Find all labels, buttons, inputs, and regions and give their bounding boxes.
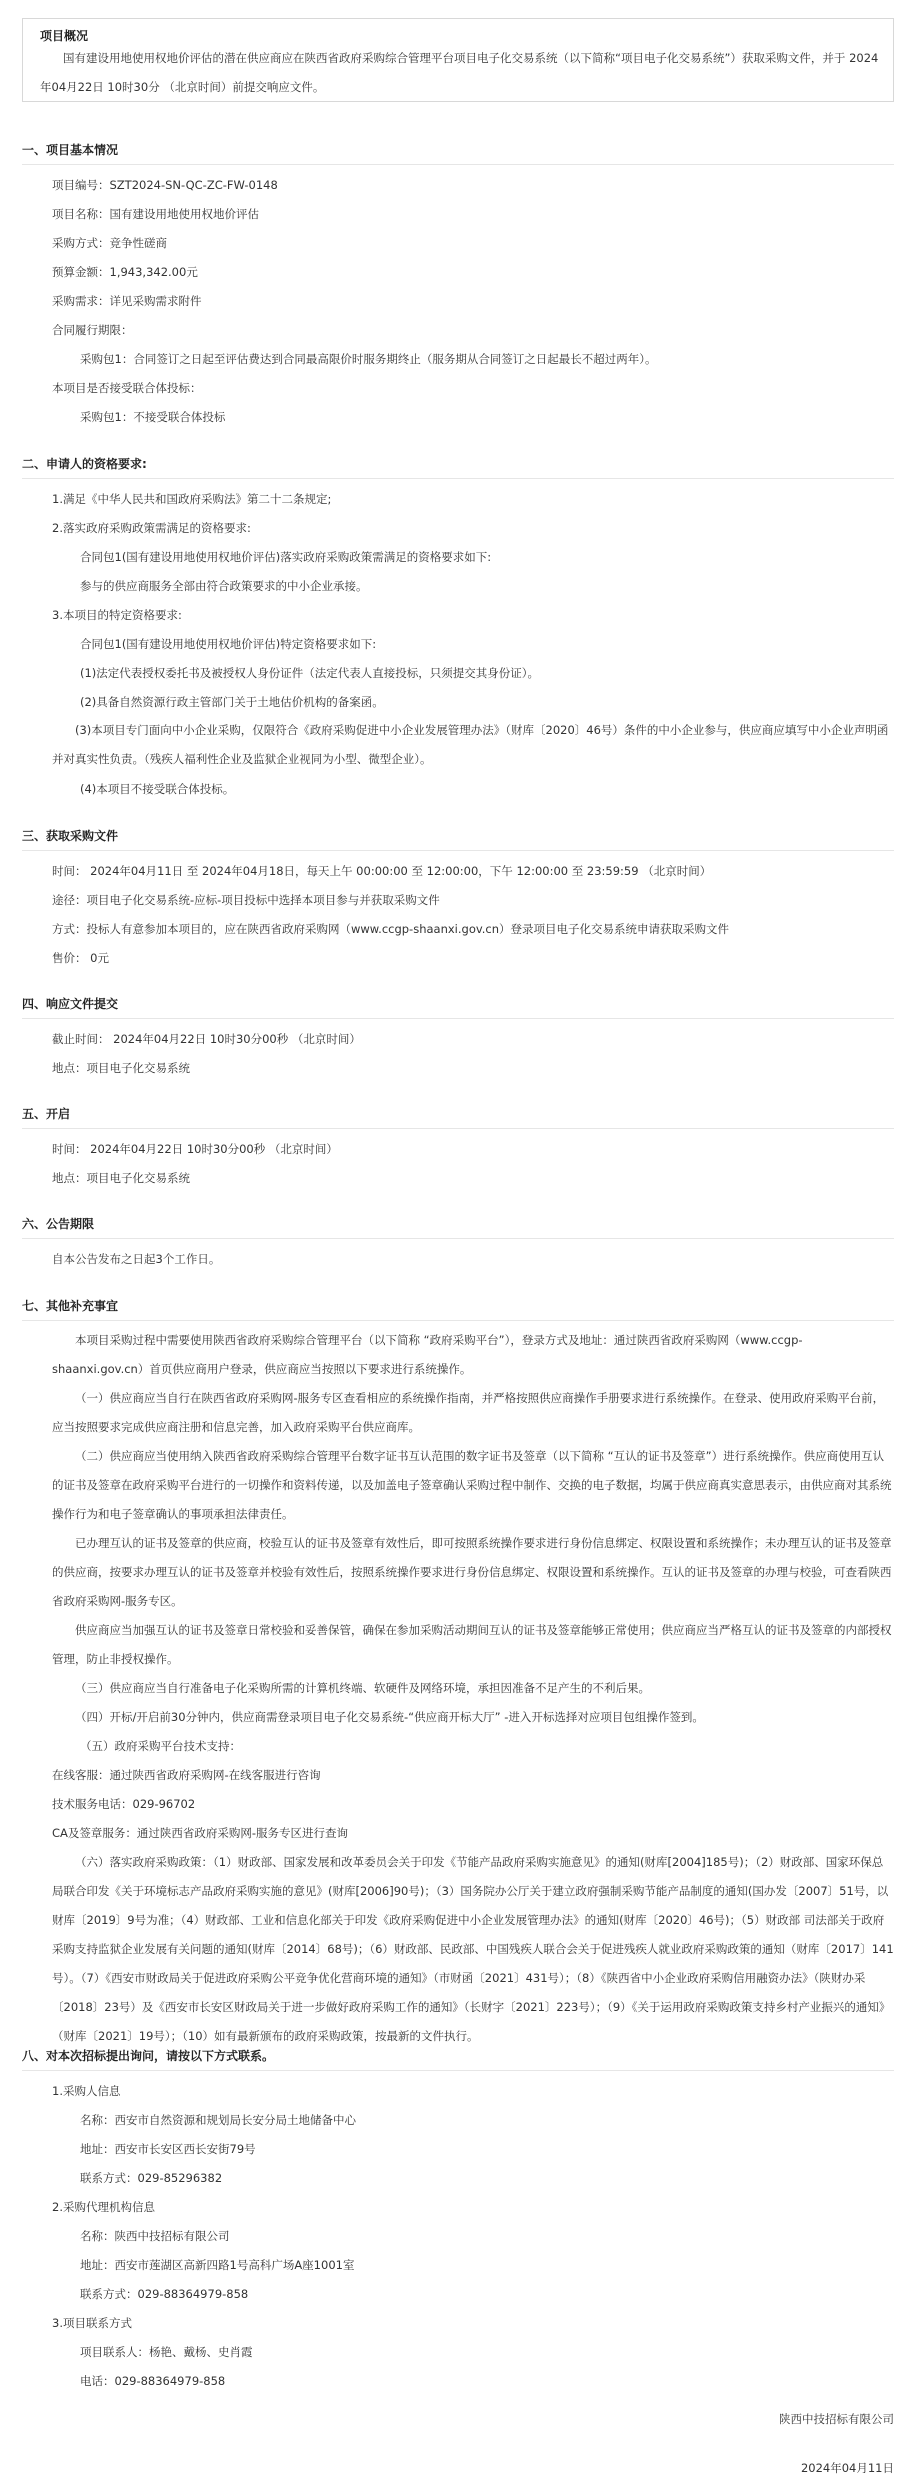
section-1-title: 一、项目基本情况 — [22, 143, 119, 157]
procurement-method: 采购方式：竞争性磋商 — [52, 236, 167, 250]
divider — [22, 850, 894, 851]
supplement-paragraph-3: （二）供应商应当使用纳入陕西省政府采购综合管理平台数字证书互认范围的数字证书及签章（以下简称 “互认的证书及签章”）进行系统操作。供应商使用互认的证书及签章在政府采购平台进行的一切操作和资料传递，以及加盖电子签章确认采购过程中制作、交换的电子数据，均属于供应商真实意思表示，由供应商对其系统操作行为和电子签章确认的事项承担法律责任。 — [52, 1449, 892, 1521]
qualification-2-package: 合同包1(国有建设用地使用权地价评估)落实政府采购政策需满足的资格要求如下: — [80, 550, 492, 564]
ca-service: CA及签章服务：通过陕西省政府采购网-服务专区进行查询 — [52, 1826, 349, 1840]
submission-deadline: 截止时间： 2024年04月22日 10时30分00秒 （北京时间） — [52, 1032, 361, 1046]
agent-name: 名称：陕西中技招标有限公司 — [80, 2229, 230, 2243]
announcement-period: 自本公告发布之日起3个工作日。 — [52, 1252, 221, 1266]
qualification-2-detail: 参与的供应商服务全部由符合政策要求的中小企业承接。 — [80, 579, 368, 593]
submission-place: 地点：项目电子化交易系统 — [52, 1061, 190, 1075]
divider — [22, 164, 894, 165]
supplement-paragraph-4: 已办理互认的证书及签章的供应商，校验互认的证书及签章有效性后，即可按照系统操作要求进行身份信息绑定、权限设置和系统操作；未办理互认的证书及签章的供应商，按要求办理互认的证书及签章并校验有效性后，按照系统操作要求进行身份信息绑定、权限设置和系统操作。互认的证书及签章的办理与校验，可查看陕西省政府采购网-服务专区。 — [52, 1536, 892, 1608]
divider — [22, 1018, 894, 1019]
contact-people: 项目联系人：杨艳、戴杨、史肖霞 — [80, 2345, 253, 2359]
divider — [22, 1128, 894, 1129]
opening-place: 地点：项目电子化交易系统 — [52, 1171, 190, 1185]
qualification-3-item-4: (4)本项目不接受联合体投标。 — [80, 782, 235, 796]
contact-heading: 3.项目联系方式 — [52, 2316, 132, 2330]
qualification-3: 3.本项目的特定资格要求: — [52, 608, 182, 622]
contact-phone: 电话：029-88364979-858 — [80, 2374, 226, 2388]
consortium-text: 采购包1：不接受联合体投标 — [80, 410, 226, 424]
budget-amount: 预算金额：1,943,342.00元 — [52, 265, 198, 279]
tech-service-phone: 技术服务电话：029-96702 — [52, 1797, 196, 1811]
project-number: 项目编号：SZT2024-SN-QC-ZC-FW-0148 — [52, 178, 278, 192]
policy-paragraph: （六）落实政府采购政策：（1）财政部、国家发展和改革委员会关于印发《节能产品政府采购实施意见》的通知(财库[2004]185号)；（2）财政部、国家环保总局联合印发《关于环境标志产品政府采购实施的意见》(财库[2006]90号)；（3）国务院办公厅关于建立政府强制采购节能产品制度的通知(国办发〔2007〕51号，以财库〔2019〕9号为准；（4）财政部、工业和信息化部关于印发《政府采购促进中小企业发展管理办法》的通知(财库〔2020〕46号)；（5）财政部 司法部关于政府采购支持监狱企业发展有关问题的通知(财库〔2014〕68号)；（6）财政部、民政部、中国残疾人联合会关于促进残疾人就业政府采购政策的通知（财库〔2017〕141号）。（7）《西安市财政局关于促进政府采购公平竞争优化营商环境的通知》（市财函〔2021〕431号）；（8）《陕西省中小企业政府采购信用融资办法》（陕财办采〔2018〕23号）及《西安市长安区财政局关于进一步做好政府采购工作的通知》（长财字〔2021〕223号）；（9）《关于运用政府采购政策支持乡村产业振兴的通知》（财库〔2021〕19号）；（10）如有最新颁布的政府采购政策，按最新的文件执行。 — [52, 1855, 894, 2043]
opening-time: 时间： 2024年04月22日 10时30分00秒 （北京时间） — [52, 1142, 338, 1156]
qualification-3-item-3: (3)本项目专门面向中小企业采购，仅限符合《政府采购促进中小企业发展管理办法》（财库〔2020〕46号）条件的中小企业参与，供应商应填写中小企业声明函并对真实性负责。（残疾人福利性企业及监狱企业视同为小型、微型企业）。 — [52, 723, 889, 766]
qualification-3-package: 合同包1(国有建设用地使用权地价评估)特定资格要求如下: — [80, 637, 377, 651]
procurement-demand: 采购需求：详见采购需求附件 — [52, 294, 202, 308]
buyer-heading: 1.采购人信息 — [52, 2084, 121, 2098]
obtain-time: 时间： 2024年04月11日 至 2024年04月18日，每天上午 00:00:00 至 12:00:00，下午 12:00:00 至 23:59:59 （北京时间） — [52, 864, 712, 878]
obtain-route: 途径：项目电子化交易系统-应标-项目投标中选择本项目参与并获取采购文件 — [52, 893, 440, 907]
supplement-paragraph-5: 供应商应当加强互认的证书及签章日常校验和妥善保管，确保在参加采购活动期间互认的证书及签章能够正常使用；供应商应当严格互认的证书及签章的内部授权管理，防止非授权操作。 — [52, 1623, 892, 1666]
qualification-3-item-1: (1)法定代表授权委托书及被授权人身份证件（法定代表人直接投标，只须提交其身份证）。 — [80, 666, 540, 680]
qualification-3-item-2: (2)具备自然资源行政主管部门关于土地估价机构的备案函。 — [80, 695, 384, 709]
divider — [22, 1238, 894, 1239]
section-2-title: 二、申请人的资格要求: — [22, 457, 147, 471]
section-8-title: 八、对本次招标提出询问，请按以下方式联系。 — [22, 2049, 275, 2063]
section-5-title: 五、开启 — [22, 1107, 71, 1121]
supplement-tech-support: （五）政府采购平台技术支持： — [80, 1739, 241, 1753]
obtain-way: 方式：投标人有意参加本项目的，应在陕西省政府采购网（www.ccgp-shaanxi.gov.cn）登录项目电子化交易系统申请获取采购文件 — [52, 922, 730, 936]
consortium-label: 本项目是否接受联合体投标： — [52, 381, 202, 395]
divider — [22, 1320, 894, 1321]
project-name: 项目名称：国有建设用地使用权地价评估 — [52, 207, 259, 221]
supplement-paragraph-7: （四）开标/开启前30分钟内，供应商需登录项目电子化交易系统-“供应商开标大厅” -进入开标选择对应项目包组操作签到。 — [75, 1710, 704, 1724]
section-3-title: 三、获取采购文件 — [22, 829, 119, 843]
supplement-paragraph-2: （一）供应商应当自行在陕西省政府采购网-服务专区查看相应的系统操作指南，并严格按照供应商操作手册要求进行系统操作。在登录、使用政府采购平台前，应当按照要求完成供应商注册和信息完善，加入政府采购平台供应商库。 — [52, 1391, 885, 1434]
qualification-2: 2.落实政府采购政策需满足的资格要求: — [52, 521, 251, 535]
divider — [22, 478, 894, 479]
qualification-1: 1.满足《中华人民共和国政府采购法》第二十二条规定; — [52, 492, 332, 506]
contract-period-label: 合同履行期限： — [52, 323, 133, 337]
agent-phone: 联系方式：029-88364979-858 — [80, 2287, 249, 2301]
online-service: 在线客服：通过陕西省政府采购网-在线客服进行咨询 — [52, 1768, 321, 1782]
footer-date: 2024年04月11日 — [800, 2461, 894, 2475]
agent-heading: 2.采购代理机构信息 — [52, 2200, 155, 2214]
section-4-title: 四、响应文件提交 — [22, 997, 119, 1011]
footer-company: 陕西中技招标有限公司 — [779, 2412, 894, 2426]
overview-title: 项目概况 — [40, 29, 89, 43]
section-7-title: 七、其他补充事宜 — [22, 1299, 119, 1313]
contract-period-text: 采购包1：合同签订之日起至评估费达到合同最高限价时服务期终止（服务期从合同签订之日起最长不超过两年）。 — [80, 352, 657, 366]
buyer-phone: 联系方式：029-85296382 — [80, 2171, 223, 2185]
divider — [22, 2070, 894, 2071]
document-price: 售价： 0元 — [52, 951, 109, 965]
agent-address: 地址：西安市莲湖区高新四路1号高科广场A座1001室 — [80, 2258, 355, 2272]
buyer-address: 地址：西安市长安区西长安街79号 — [80, 2142, 256, 2156]
buyer-name: 名称：西安市自然资源和规划局长安分局土地储备中心 — [80, 2113, 356, 2127]
overview-text: 国有建设用地使用权地价评估的潜在供应商应在陕西省政府采购综合管理平台项目电子化交易系统（以下简称“项目电子化交易系统”）获取采购文件，并于 2024年04月22日 10时30分 （北京时间）前提交响应文件。 — [40, 51, 879, 94]
supplement-paragraph-6: （三）供应商应当自行准备电子化采购所需的计算机终端、软硬件及网络环境，承担因准备不足产生的不利后果。 — [75, 1681, 650, 1695]
section-6-title: 六、公告期限 — [22, 1217, 95, 1231]
supplement-paragraph-1: 本项目采购过程中需要使用陕西省政府采购综合管理平台（以下简称 “政府采购平台”），登录方式及地址：通过陕西省政府采购网（www.ccgp-shaanxi.gov.cn）首页供应商用户登录，供应商应当按照以下要求进行系统操作。 — [52, 1333, 803, 1376]
